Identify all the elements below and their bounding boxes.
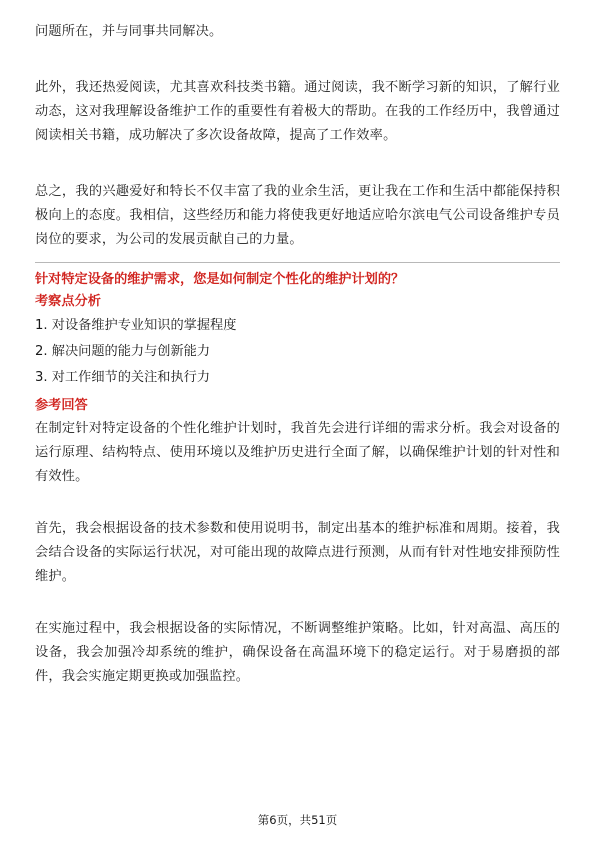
body-paragraph: 总之，我的兴趣爱好和特长不仅丰富了我的业余生活，更让我在工作和生活中都能保持积极向上的态度。我相信，这些经历和能力将使我更好地适应哈尔滨电气公司设备维护专员岗位的要求，为公司的发展贡献自己的力量。 (35, 184, 560, 247)
section-divider (35, 262, 560, 263)
answer-label: 参考回答 (35, 398, 88, 413)
body-paragraph: 此外，我还热爱阅读，尤其喜欢科技类书籍。通过阅读，我不断学习新的知识，了解行业动态，这对我理解设备维护工作的重要性有着极大的帮助。在我的工作经历中，我曾通过阅读相关书籍，成功解决了多次设备故障，提高了工作效率。 (35, 80, 560, 143)
answer-paragraph: 在制定针对特定设备的个性化维护计划时，我首先会进行详细的需求分析。我会对设备的运行原理、结构特点、使用环境以及维护历史进行全面了解，以确保维护计划的针对性和有效性。 (35, 421, 560, 484)
analysis-label: 考察点分析 (35, 294, 101, 309)
body-paragraph: 问题所在，并与同事共同解决。 (35, 24, 223, 39)
list-item: 2. 解决问题的能力与创新能力 (35, 344, 211, 359)
page-number: 第6页，共51页 (257, 813, 338, 827)
analysis-list (35, 313, 560, 391)
list-item: 1. 对设备维护专业知识的掌握程度 (35, 318, 237, 333)
answer-paragraph: 在实施过程中，我会根据设备的实际情况，不断调整维护策略。比如，针对高温、高压的设备，我会加强冷却系统的维护，确保设备在高温环境下的稳定运行。对于易磨损的部件，我会实施定期更换或加强监控。 (35, 621, 560, 684)
list-item: 3. 对工作细节的关注和执行力 (35, 370, 211, 385)
answer-paragraph: 首先，我会根据设备的技术参数和使用说明书，制定出基本的维护标准和周期。接着，我会结合设备的实际运行状况，对可能出现的故障点进行预测，从而有针对性地安排预防性维护。 (35, 521, 560, 584)
page-content (35, 20, 560, 689)
question-heading: 针对特定设备的维护需求，您是如何制定个性化的维护计划的？ (35, 272, 405, 287)
